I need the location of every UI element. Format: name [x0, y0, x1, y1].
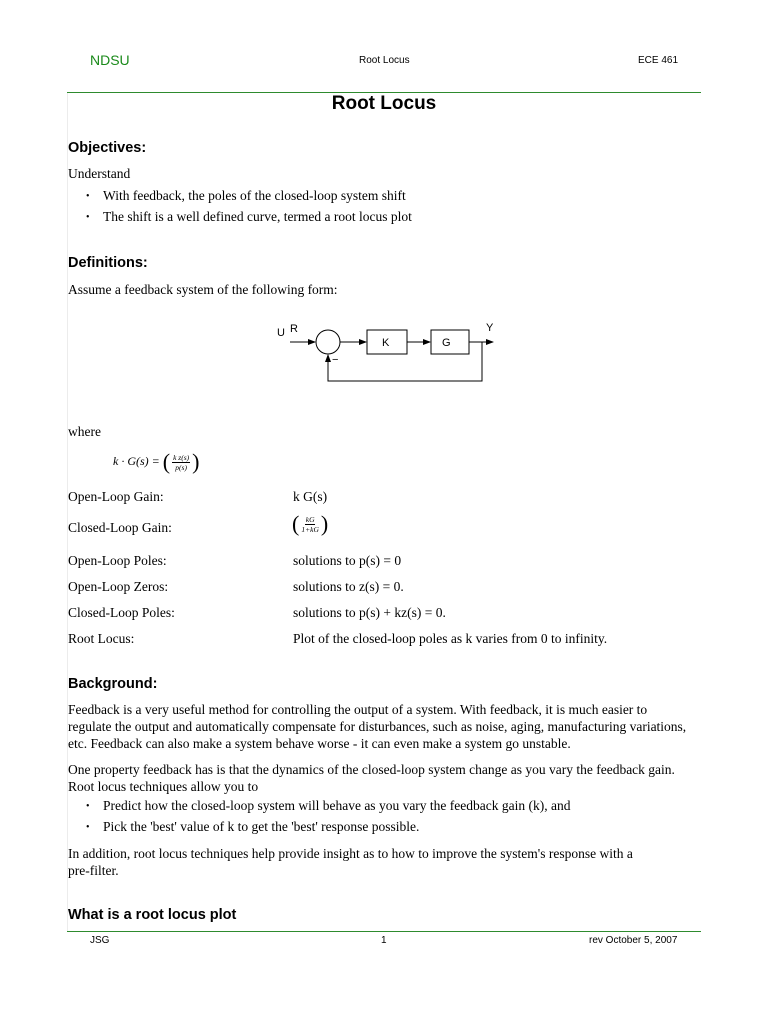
header-course: ECE 461 [638, 55, 679, 66]
footer-author: JSG [90, 935, 110, 946]
def-term-open-loop-zeros: Open-Loop Zeros: [68, 579, 169, 594]
closed-loop-denominator: 1+kG [301, 524, 319, 534]
left-margin-line [67, 93, 68, 931]
def-term-closed-loop-gain: Closed-Loop Gain: [68, 520, 172, 535]
footer-revision: rev October 5, 2007 [589, 935, 678, 946]
background-bullet-1: Predict how the closed-loop system will behave as you vary the feedback gain (k), and [103, 798, 571, 813]
background-heading: Background: [68, 676, 158, 692]
def-term-open-loop-poles: Open-Loop Poles: [68, 553, 167, 568]
page-title: Root Locus [331, 93, 437, 114]
diagram-label-r: R [290, 323, 298, 335]
summing-junction [316, 330, 340, 354]
header-org: NDSU [90, 52, 130, 68]
def-value-root-locus: Plot of the closed-loop poles as k varies from 0 to infinity. [293, 631, 608, 646]
objectives-heading: Objectives: [68, 140, 147, 156]
objectives-intro: Understand [68, 166, 131, 181]
feedback-block-diagram [270, 315, 510, 390]
def-term-root-locus: Root Locus: [68, 631, 135, 646]
bullet-icon: • [86, 212, 90, 223]
bullet-icon: • [86, 191, 90, 202]
next-section-heading: What is a root locus plot [68, 907, 237, 923]
diagram-minus-sign: − [332, 354, 339, 366]
background-paragraph-1: Feedback is a very useful method for controlling the output of a system. With feedback, it is much easier to regulate the output and automatically compensate for disturbances, such as noise, aging, manufacturing variations, etc. Feedback can also make a system behave worse - it can even make a system go unstable. [68, 702, 687, 751]
block-g-label: G [442, 337, 451, 349]
def-term-closed-loop-poles: Closed-Loop Poles: [68, 605, 175, 620]
definitions-heading: Definitions: [68, 255, 148, 271]
where-text: where [68, 424, 101, 439]
transfer-function-equation: k · G(s) = ( $\frac{\text{k z(s)}}{p(s)}$ ) [113, 449, 200, 474]
def-term-open-loop-gain: Open-Loop Gain: [68, 489, 164, 504]
def-value-open-loop-gain: k G(s) [293, 489, 328, 504]
bullet-icon: • [86, 822, 90, 833]
equation-lhs: k · G(s) = [113, 453, 163, 468]
definitions-intro: Assume a feedback system of the following form: [68, 282, 338, 297]
def-value-open-loop-zeros: solutions to z(s) = 0. [293, 579, 404, 594]
bullet-icon: • [86, 801, 90, 812]
equation-denominator: p(s) [175, 462, 187, 472]
footer-rule [67, 931, 701, 932]
background-bullet-2: Pick the 'best' value of k to get the 'best' response possible. [103, 819, 420, 834]
block-k-label: K [382, 337, 390, 349]
background-paragraph-2: One property feedback has is that the dynamics of the closed-loop system change as you vary the feedback gain. Root locus techniques allow you to [68, 762, 675, 794]
footer-page-number: 1 [381, 935, 387, 946]
diagram-label-y: Y [486, 322, 494, 334]
diagram-label-u: U [277, 327, 285, 339]
header-topic: Root Locus [359, 55, 410, 66]
def-value-closed-loop-gain: ( $\frac{kG}{1+kG}$ ) [292, 511, 329, 536]
objectives-bullet-1: With feedback, the poles of the closed-loop system shift [103, 188, 406, 203]
def-value-closed-loop-poles: solutions to p(s) + kz(s) = 0. [293, 605, 446, 620]
equation-numerator: k z(s) [173, 452, 190, 462]
background-paragraph-3: In addition, root locus techniques help provide insight as to how to improve the system's response with a pre-filter. [68, 846, 633, 878]
def-value-open-loop-poles: solutions to p(s) = 0 [293, 553, 402, 568]
closed-loop-numerator: kG [305, 514, 315, 524]
objectives-bullet-2: The shift is a well defined curve, termed a root locus plot [103, 209, 412, 224]
